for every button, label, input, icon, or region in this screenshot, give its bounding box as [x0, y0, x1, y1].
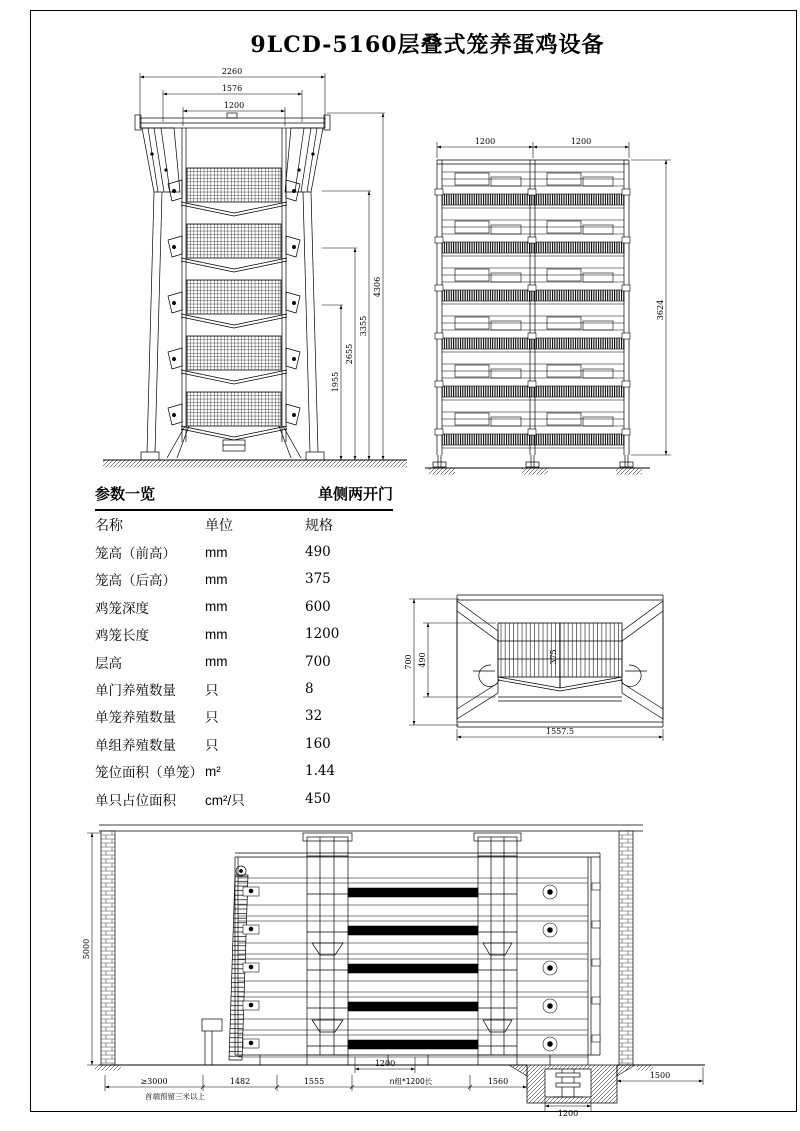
dim-c: 1560 — [487, 1077, 509, 1086]
dim-h1: 1955 — [331, 371, 340, 393]
row-unit: mm — [205, 654, 228, 670]
row-name: 单只占位面积 — [95, 792, 176, 808]
row-unit: mm — [205, 599, 228, 615]
cage-detail-drawing — [395, 585, 725, 755]
table-row — [95, 593, 393, 620]
row-unit: cm²/只 — [205, 792, 245, 808]
row-spec: 1.44 — [305, 763, 336, 780]
table-row — [95, 730, 393, 757]
section-cage-tiers — [238, 878, 600, 1057]
row-spec: 450 — [305, 790, 331, 807]
row-name: 单门养殖数量 — [95, 683, 176, 699]
row-name: 笼高（前高） — [95, 546, 176, 562]
table-section-title: 参数一览 — [95, 486, 156, 503]
side-cage-tiers — [435, 172, 630, 448]
row-spec: 700 — [305, 653, 331, 670]
row-spec: 32 — [305, 708, 323, 725]
row-unit: mm — [205, 571, 228, 587]
table-row — [95, 621, 393, 648]
row-name: 鸡笼长度 — [95, 628, 149, 644]
front-cage-tiers — [168, 168, 300, 440]
row-name: 单组养殖数量 — [95, 737, 176, 753]
row-unit: 只 — [205, 710, 219, 726]
row-name: 单笼养殖数量 — [95, 710, 176, 726]
row-spec: 8 — [305, 681, 314, 698]
dim-h2: 2655 — [345, 343, 354, 365]
parameter-table — [95, 483, 393, 812]
dim-cage-length: 1200 — [374, 1059, 396, 1068]
table-header-row — [95, 511, 393, 538]
dim-total-height: 4306 — [373, 276, 382, 298]
row-unit: mm — [205, 544, 228, 560]
front-clearance-note: 首端预留三米以上 — [145, 1092, 205, 1101]
dim-mid-width: 1576 — [221, 84, 243, 93]
table-row — [95, 648, 393, 675]
col-unit: 单位 — [205, 516, 233, 533]
dim-pit-width: 1200 — [557, 1109, 579, 1118]
row-name: 层高 — [95, 655, 122, 671]
side-structure — [433, 160, 633, 467]
side-bay-dimensions — [437, 142, 629, 158]
front-ground — [103, 460, 407, 468]
dim-detail-width: 1557.5 — [546, 727, 574, 736]
dim-group-length: n组*1200长 — [389, 1077, 433, 1086]
row-unit: m² — [205, 763, 221, 779]
manure-pit — [509, 1065, 635, 1103]
dim-cage-height: 490 — [418, 652, 427, 668]
table-row — [95, 675, 393, 702]
dim-d: 1500 — [649, 1071, 671, 1080]
installation-section-drawing — [82, 815, 725, 1120]
col-name: 名称 — [95, 516, 123, 533]
row-unit: 只 — [205, 737, 219, 753]
table-head-row — [95, 483, 393, 504]
dim-b: 1555 — [303, 1077, 325, 1086]
row-unit: mm — [205, 626, 228, 642]
row-unit: 只 — [205, 683, 219, 699]
dim-bay-right: 1200 — [570, 137, 592, 146]
row-spec: 1200 — [305, 626, 340, 643]
detail-structure — [457, 595, 663, 727]
dim-side-height: 3624 — [656, 299, 665, 321]
side-height-dimension — [631, 160, 671, 455]
building-shell — [99, 825, 643, 1065]
dim-overall-width: 2260 — [221, 67, 243, 76]
row-name: 笼高（后高） — [95, 573, 176, 589]
row-spec: 600 — [305, 598, 331, 615]
table-row — [95, 566, 393, 593]
dim-front-clearance: ≥3000 — [140, 1077, 168, 1086]
dim-bay-left: 1200 — [474, 137, 496, 146]
table-config-label: 单侧两开门 — [317, 486, 393, 503]
dim-wall-height: 5000 — [82, 938, 91, 960]
dim-front-height: 700 — [404, 654, 413, 670]
side-ground — [425, 468, 650, 475]
row-spec: 160 — [305, 735, 331, 752]
side-elevation-drawing — [425, 130, 725, 475]
col-spec: 规格 — [305, 516, 333, 533]
page-title: 9LCD-5160层叠式笼养蛋鸡设备 — [250, 32, 605, 58]
dim-cage-width: 1200 — [223, 101, 245, 110]
dim-a: 1482 — [229, 1077, 251, 1086]
table-row — [95, 703, 393, 730]
row-spec: 490 — [305, 544, 331, 561]
dim-h3: 3355 — [359, 315, 368, 337]
front-elevation-drawing — [95, 62, 415, 482]
table-row — [95, 758, 393, 785]
table-row — [95, 538, 393, 565]
table-row — [95, 785, 393, 812]
dim-back-height: 375 — [549, 649, 558, 665]
row-name: 笼位面积（单笼） — [95, 765, 203, 781]
row-spec: 375 — [305, 571, 331, 588]
row-name: 鸡笼深度 — [95, 600, 149, 616]
